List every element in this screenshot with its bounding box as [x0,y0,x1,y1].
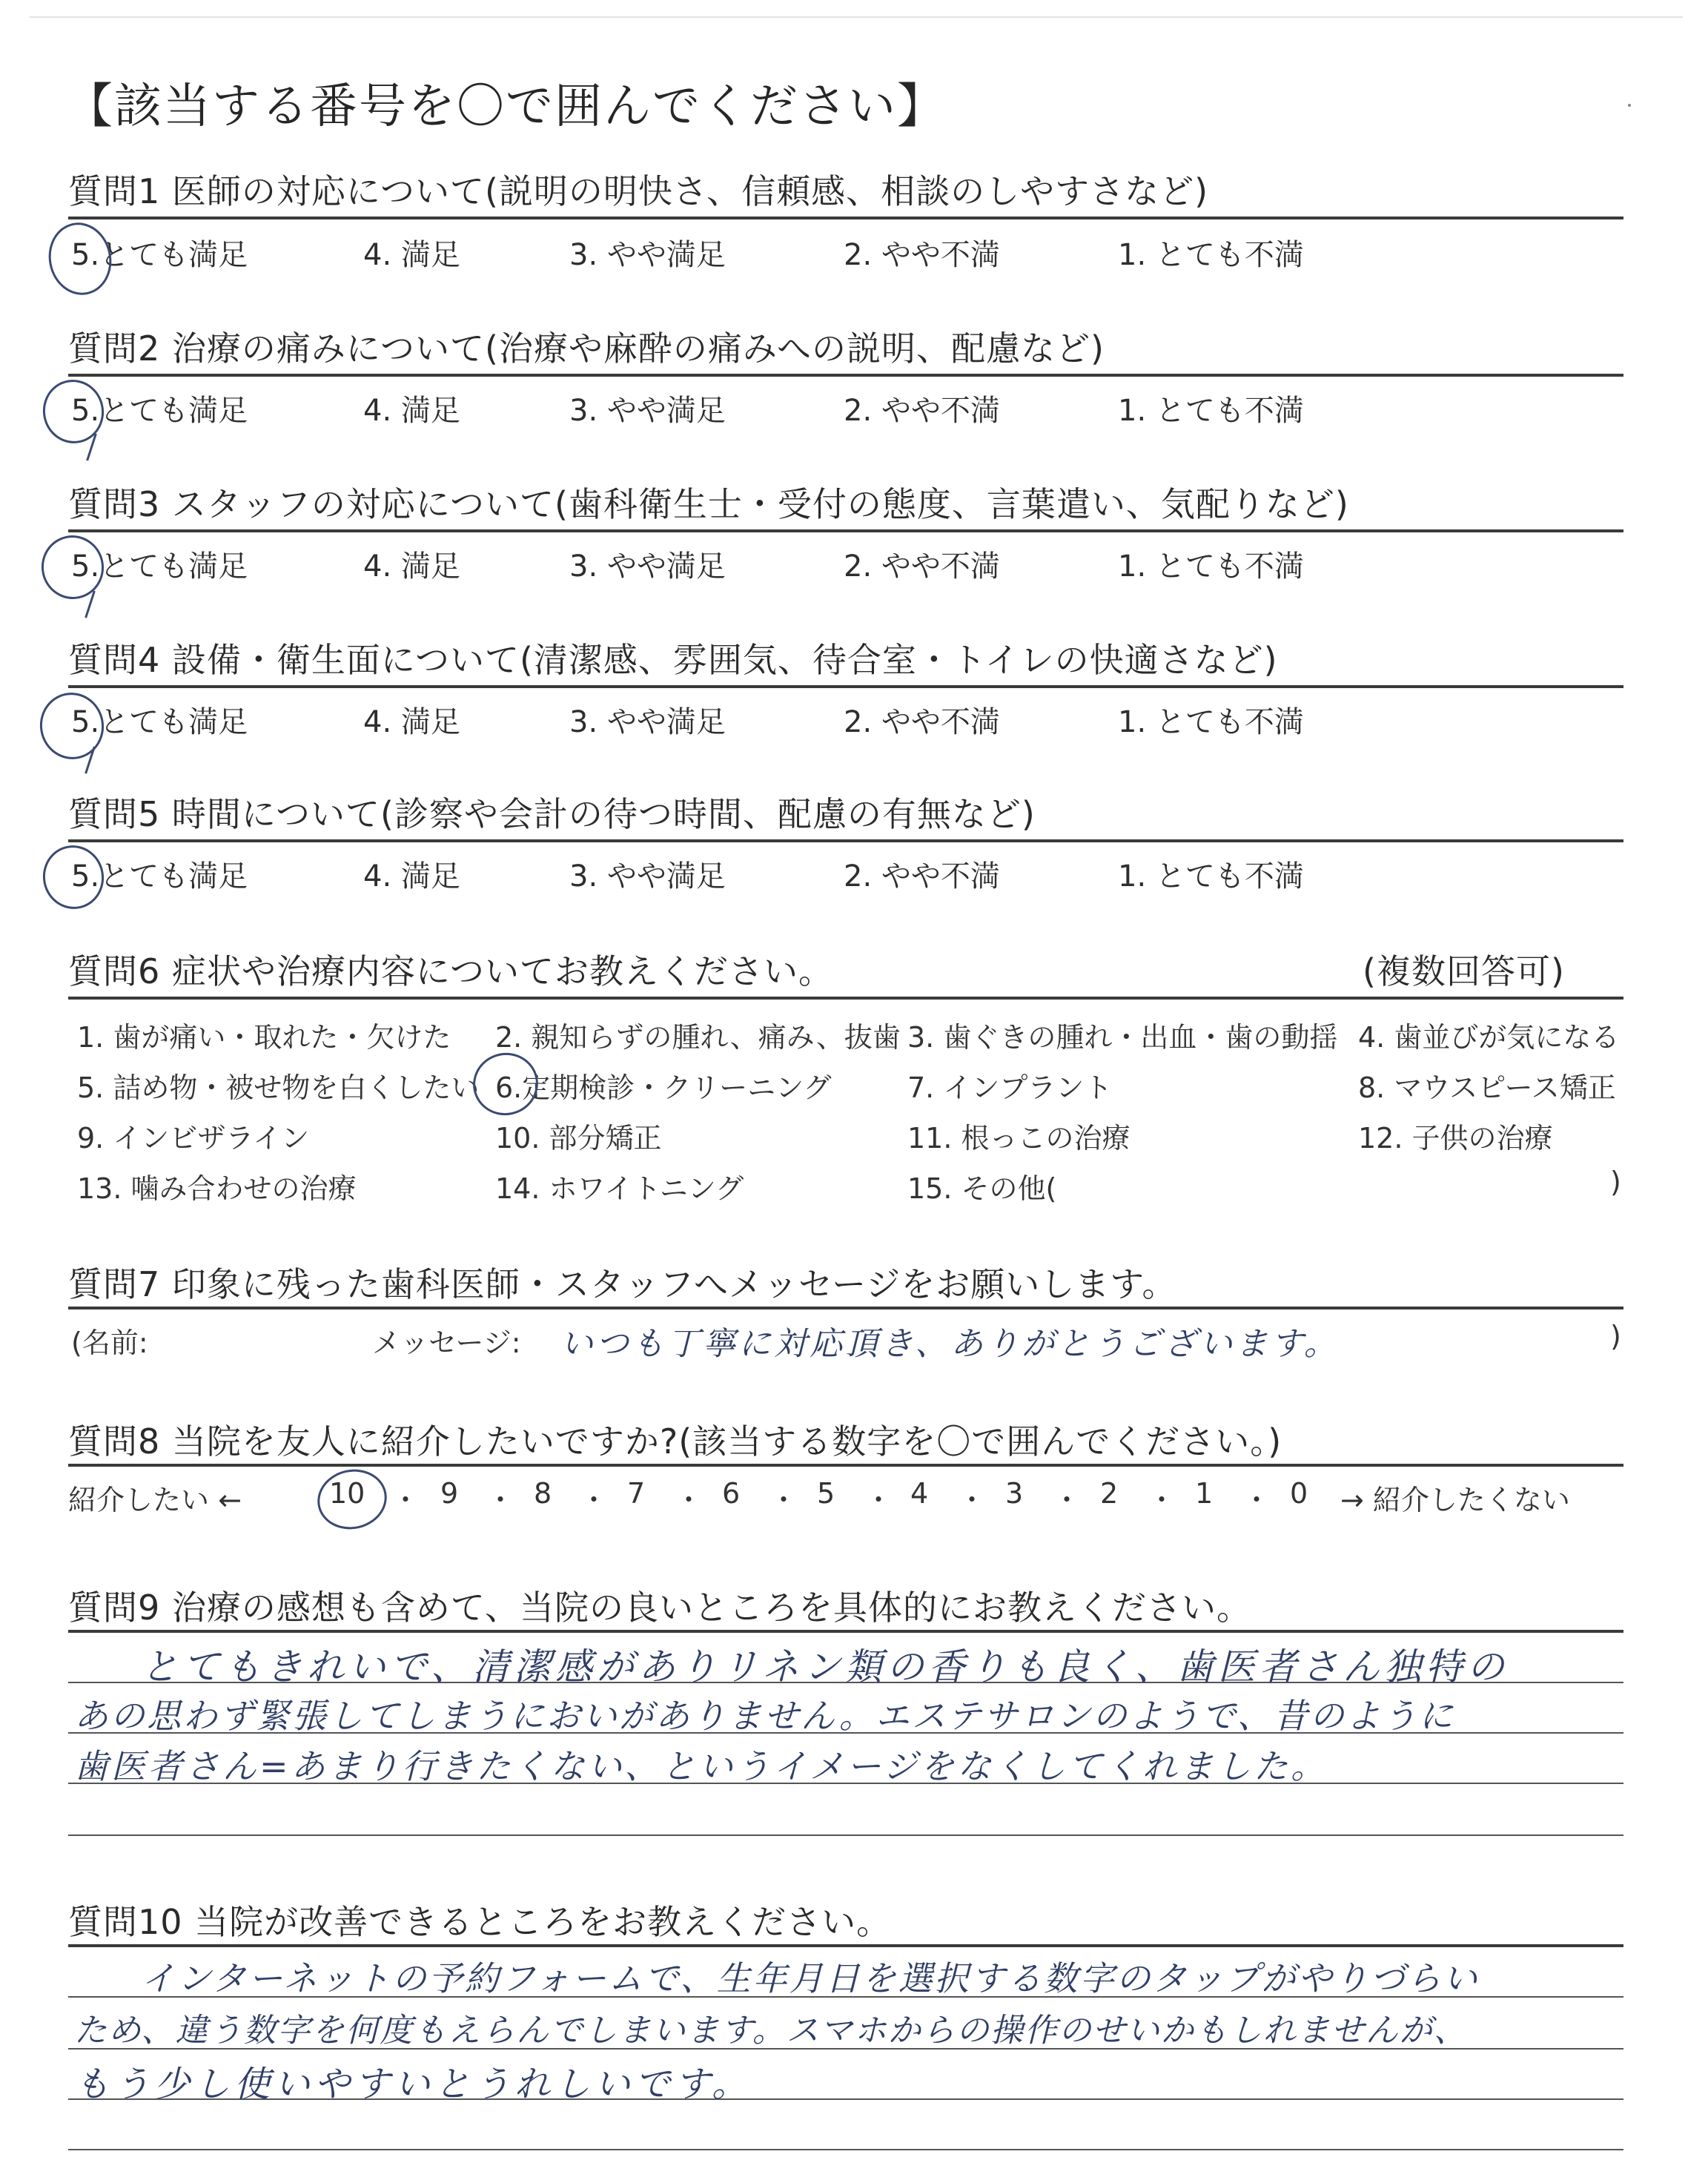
q4-option-1[interactable]: 1. とても不満 [1118,705,1304,739]
q5-divider [68,839,1623,842]
q1-title: 質問1 医師の対応について(説明の明快さ、信頼感、相談のしやすさなど) [68,171,1209,211]
q3-option-5[interactable]: 5.とても満足 [71,549,248,584]
q8-title: 質問8 当院を友人に紹介したいですか?(該当する数字を〇で囲んでください。) [68,1421,1282,1462]
scan-top-edge [30,16,1683,18]
q4-option-4[interactable]: 4. 満足 [363,705,460,739]
q2-option-4[interactable]: 4. 満足 [363,394,460,428]
q6-option-4[interactable]: 4. 歯並びが気になる [1358,1021,1620,1054]
q2-option-2[interactable]: 2. やや不満 [844,394,1000,428]
q5-selection-mark [37,839,110,914]
q8-separator: ・ [958,1484,987,1516]
q2-selection-mark [37,374,110,449]
q8-score-10[interactable]: 10 [329,1477,365,1510]
q1-option-1[interactable]: 1. とても不満 [1118,238,1304,272]
q4-option-3[interactable]: 3. やや満足 [569,705,726,739]
q8-separator: ・ [769,1484,798,1516]
q6-option-6[interactable]: 6.定期検診・クリーニング [495,1071,832,1104]
q8-selection-mark [312,1463,393,1536]
q10-answer-line-1: インターネットの予約フォームで、生年月日を選択する数字のタップがやりづらい [141,1958,1480,1998]
q3-selection-mark [36,529,110,605]
q6-option-11[interactable]: 11. 根っこの治療 [907,1122,1131,1155]
page-heading: 【該当する番号を〇で囲んでください】 [65,79,946,134]
q5-option-5[interactable]: 5.とても満足 [71,859,248,894]
q6-option-2[interactable]: 2. 親知らずの腫れ、痛み、抜歯 [495,1021,901,1054]
q1-divider [68,217,1623,219]
q4-divider [68,685,1623,688]
q8-score-2[interactable]: 2 [1100,1477,1119,1510]
q6-option-3[interactable]: 3. 歯ぐきの腫れ・出血・歯の動揺 [907,1021,1338,1054]
q9-title: 質問9 治療の感想も含めて、当院の良いところを具体的にお教えください。 [68,1588,1251,1628]
q6-divider [68,997,1623,1000]
q3-option-3[interactable]: 3. やや満足 [569,549,726,584]
q9-answer-line-3: 歯医者さん=あまり行きたくない、というイメージをなくしてくれました。 [74,1746,1328,1786]
q4-option-5[interactable]: 5.とても満足 [71,705,248,739]
q8-score-9[interactable]: 9 [440,1477,459,1510]
q6-option-15-close: ) [1610,1166,1621,1198]
q6-option-15[interactable]: 15. その他( [907,1172,1057,1205]
q7-divider [68,1307,1623,1309]
q8-separator: ・ [675,1484,704,1516]
q6-option-13[interactable]: 13. 噛み合わせの治療 [77,1172,357,1205]
q6-option-8[interactable]: 8. マウスピース矯正 [1358,1071,1616,1104]
q1-option-5[interactable]: 5.とても満足 [71,238,248,272]
q7-name-label: (名前: [71,1327,148,1359]
q8-separator: ・ [1148,1484,1176,1516]
q6-option-5[interactable]: 5. 詰め物・被せ物を白くしたい [77,1071,480,1104]
q2-title: 質問2 治療の痛みについて(治療や麻酔の痛みへの説明、配慮など) [68,328,1105,369]
q8-score-7[interactable]: 7 [627,1477,646,1510]
q8-separator: ・ [580,1484,609,1516]
q8-score-3[interactable]: 3 [1005,1477,1024,1510]
q7-message-label: メッセージ: [372,1327,521,1359]
q1-selection-mark [42,217,119,300]
q5-option-2[interactable]: 2. やや不満 [844,859,1000,894]
q3-title: 質問3 スタッフの対応について(歯科衛生士・受付の態度、言葉遣い、気配りなど) [68,484,1349,524]
q9-answer-line-2: あの思わず緊張してしまうにおいがありません。エステサロンのようで、昔のように [74,1696,1455,1736]
q8-score-5[interactable]: 5 [817,1477,835,1510]
q6-option-9[interactable]: 9. インビザライン [77,1122,310,1155]
q6-multiple-note: (複数回答可) [1363,951,1565,991]
q3-divider [68,529,1623,532]
q8-left-label: 紹介したい ← [68,1484,242,1516]
q10-title: 質問10 当院が改善できるところをお教えください。 [68,1902,892,1942]
q10-answer-line-3: もう少し使いやすいとうれしいです。 [74,2064,752,2105]
q5-option-3[interactable]: 3. やや満足 [569,859,726,894]
q7-close-paren: ) [1610,1320,1621,1353]
q8-score-0[interactable]: 0 [1290,1477,1308,1510]
q2-option-1[interactable]: 1. とても不満 [1118,394,1304,428]
q6-option-12[interactable]: 12. 子供の治療 [1358,1122,1553,1155]
q3-option-4[interactable]: 4. 満足 [363,549,460,584]
q2-divider [68,374,1623,377]
q6-option-1[interactable]: 1. 歯が痛い・取れた・欠けた [77,1021,451,1054]
q9-answer-line-1: とてもきれいで、清潔感がありリネン類の香りも良く、歯医者さん独特の [141,1645,1509,1688]
q6-option-7[interactable]: 7. インプラント [907,1071,1113,1104]
q5-option-1[interactable]: 1. とても不満 [1118,859,1304,894]
q4-title: 質問4 設備・衛生面について(清潔感、雰囲気、待合室・トイレの快適さなど) [68,640,1278,680]
q7-message-text[interactable]: いつも丁寧に対応頂き、ありがとうございます。 [560,1325,1340,1363]
q8-separator: ・ [486,1484,515,1516]
q7-title: 質問7 印象に残った歯科医師・スタッフへメッセージをお願いします。 [68,1264,1177,1304]
q1-option-3[interactable]: 3. やや満足 [569,238,726,272]
q3-option-1[interactable]: 1. とても不満 [1118,549,1304,584]
q1-option-2[interactable]: 2. やや不満 [844,238,1000,272]
q3-option-2[interactable]: 2. やや不満 [844,549,1000,584]
q5-title: 質問5 時間について(診察や会計の待つ時間、配慮の有無など) [68,794,1036,834]
q5-option-4[interactable]: 4. 満足 [363,859,460,894]
q4-option-2[interactable]: 2. やや不満 [844,705,1000,739]
q8-score-6[interactable]: 6 [722,1477,741,1510]
scan-speck [1628,104,1631,107]
q10-answer-line-2: ため、違う数字を何度もえらんでしまいます。スマホからの操作のせいかもしれませんが、 [74,2012,1468,2050]
q8-separator: ・ [391,1484,420,1516]
q6-title: 質問6 症状や治療内容についてお教えください。 [68,951,833,991]
q9-divider [68,1630,1623,1633]
q8-score-4[interactable]: 4 [910,1477,929,1510]
q8-score-1[interactable]: 1 [1195,1477,1214,1510]
q6-option-14[interactable]: 14. ホワイトニング [495,1172,744,1205]
q1-option-4[interactable]: 4. 満足 [363,238,460,272]
q6-selection-mark [467,1047,544,1121]
q6-option-10[interactable]: 10. 部分矯正 [495,1122,662,1155]
q8-separator: ・ [1242,1484,1271,1516]
q10-answer-line [68,2149,1623,2150]
q8-separator: ・ [864,1484,893,1516]
q9-answer-line [68,1834,1623,1836]
q2-option-5[interactable]: 5.とても満足 [71,394,248,428]
q10-divider [68,1944,1623,1947]
q8-score-8[interactable]: 8 [534,1477,552,1510]
q8-divider [68,1464,1623,1467]
q8-separator: ・ [1053,1484,1082,1516]
q2-option-3[interactable]: 3. やや満足 [569,394,726,428]
q8-right-label: → 紹介したくない [1340,1484,1570,1516]
